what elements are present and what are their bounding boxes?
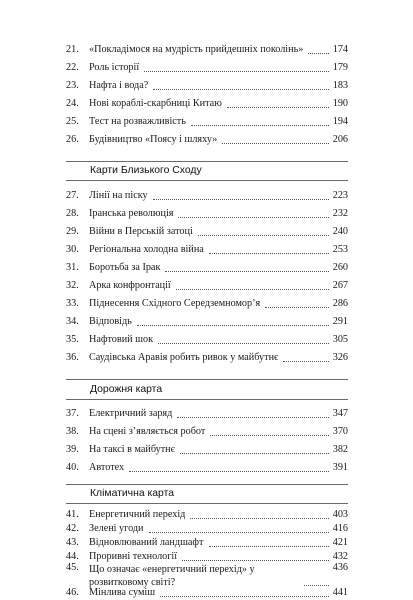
toc-entry-number: 26. xyxy=(66,133,79,145)
toc-entry[interactable] xyxy=(66,331,348,349)
section-divider xyxy=(66,503,348,504)
toc-entry-title: Війни в Перській затоці xyxy=(89,225,193,237)
toc-entry-number: 32. xyxy=(66,279,79,291)
toc-entry[interactable] xyxy=(66,405,348,423)
toc-entry-page: 223 xyxy=(332,189,348,201)
section-divider xyxy=(66,180,348,181)
dot-leader xyxy=(209,253,329,254)
toc-entry[interactable] xyxy=(66,423,348,441)
dot-leader xyxy=(190,518,328,519)
dot-leader xyxy=(178,217,328,218)
toc-entry-number: 33. xyxy=(66,297,79,309)
toc-entry-title: Саудівська Аравія робить ривок у майбутнє xyxy=(89,351,279,363)
toc-entry-number: 37. xyxy=(66,407,79,419)
toc-entry-page: 347 xyxy=(332,407,348,419)
dot-leader xyxy=(180,453,329,454)
dot-leader xyxy=(153,199,329,200)
toc-entry-number: 31. xyxy=(66,261,79,273)
toc-entry[interactable] xyxy=(66,441,348,459)
toc-entry-title: «Покладімося на мудрість прийдешніх поколінь» xyxy=(89,43,304,55)
toc-entry-page: 206 xyxy=(332,133,348,145)
toc-entry-page: 253 xyxy=(332,243,348,255)
toc-entry-title: Проривні технології xyxy=(89,550,178,562)
toc-entry-title: Нафта і вода? xyxy=(89,79,149,91)
toc-entry-page: 326 xyxy=(332,351,348,363)
toc-entry-page: 291 xyxy=(332,315,348,327)
toc-entry-title: Арка конфронтації xyxy=(89,279,171,291)
toc-entry-number: 30. xyxy=(66,243,79,255)
toc-entry-page: 260 xyxy=(332,261,348,273)
toc-entry-number: 22. xyxy=(66,61,79,73)
dot-leader xyxy=(158,343,329,344)
toc-entry-title: Що означає «енергетичний перехід» у розвитковому світі? xyxy=(89,564,255,588)
toc-entry[interactable] xyxy=(66,586,348,600)
toc-entry-page: 194 xyxy=(332,115,348,127)
section-divider xyxy=(66,484,348,485)
toc-entry[interactable] xyxy=(66,277,348,295)
toc-entry-page: 240 xyxy=(332,225,348,237)
section-divider xyxy=(66,399,348,400)
dot-leader xyxy=(149,532,329,533)
toc-entry-title: На сцені з’являється робот xyxy=(89,425,206,437)
toc-entry-number: 24. xyxy=(66,97,79,109)
toc-entry-page: 432 xyxy=(332,550,348,562)
toc-entry-title: Роль історії xyxy=(89,61,140,73)
dot-leader xyxy=(176,289,329,290)
toc-entry-page: 179 xyxy=(332,61,348,73)
toc-entry[interactable] xyxy=(66,550,348,564)
dot-leader xyxy=(129,471,329,472)
toc-entry-number: 39. xyxy=(66,443,79,455)
dot-leader xyxy=(210,435,328,436)
toc-entry-page: 267 xyxy=(332,279,348,291)
toc-entry-title: Відновлюваний ландшафт xyxy=(89,536,204,548)
toc-entry-number: 27. xyxy=(66,189,79,201)
toc-entry-number: 23. xyxy=(66,79,79,91)
dot-leader xyxy=(153,89,328,90)
section-title-middle-east: Карти Близького Сходу xyxy=(90,165,202,176)
toc-entry-title: Тест на розважливість xyxy=(89,115,186,127)
toc-entry-title: На таксі в майбутнє xyxy=(89,443,175,455)
toc-entry-page: 286 xyxy=(332,297,348,309)
toc-entry[interactable] xyxy=(66,59,348,77)
section-divider xyxy=(66,161,348,162)
toc-entry[interactable] xyxy=(66,241,348,259)
toc-entry[interactable] xyxy=(66,95,348,113)
toc-entry-page: 370 xyxy=(332,425,348,437)
toc-entry[interactable] xyxy=(66,113,348,131)
toc-entry-title: Іранська революція xyxy=(89,207,174,219)
toc-entry-title: Лінії на піску xyxy=(89,189,148,201)
toc-entry[interactable] xyxy=(66,223,348,241)
toc-entry-number: 38. xyxy=(66,425,79,437)
toc-entry-number: 34. xyxy=(66,315,79,327)
toc-entry[interactable] xyxy=(66,459,348,477)
toc-entry[interactable] xyxy=(66,295,348,313)
toc-entry-page: 232 xyxy=(332,207,348,219)
toc-entry[interactable] xyxy=(66,313,348,331)
dot-leader xyxy=(144,71,329,72)
dot-leader xyxy=(283,361,328,362)
dot-leader xyxy=(137,325,329,326)
toc-entry-page: 382 xyxy=(332,443,348,455)
toc-entry-title: Мінлива суміш xyxy=(89,586,156,598)
toc-entry[interactable] xyxy=(66,205,348,223)
toc-entry[interactable] xyxy=(66,522,348,536)
toc-entry-page: 421 xyxy=(332,536,348,548)
toc-entry-number: 35. xyxy=(66,333,79,345)
dot-leader xyxy=(160,596,329,597)
toc-entry-title: Зелені угоди xyxy=(89,522,144,534)
toc-entry-number: 42. xyxy=(66,522,79,534)
dot-leader xyxy=(308,53,328,54)
toc-entry[interactable] xyxy=(66,508,348,522)
toc-entry-page: 305 xyxy=(332,333,348,345)
dot-leader xyxy=(177,417,328,418)
toc-entry-page: 403 xyxy=(332,508,348,520)
toc-entry-page: 436 xyxy=(332,562,348,573)
dot-leader xyxy=(191,125,329,126)
toc-entry-title: Енергетичний перехід xyxy=(89,508,186,520)
dot-leader xyxy=(222,143,328,144)
dot-leader xyxy=(227,107,329,108)
toc-entry-title: Регіональна холодна війна xyxy=(89,243,204,255)
toc-entry[interactable] xyxy=(66,77,348,95)
toc-entry-number: 25. xyxy=(66,115,79,127)
toc-entry-title: Піднесення Східного Середземномор’я xyxy=(89,297,261,309)
toc-entry-title: Електричний заряд xyxy=(89,407,173,419)
toc-entry-page: 416 xyxy=(332,522,348,534)
toc-entry-title: Автотех xyxy=(89,461,125,473)
toc-entry-title: Будівництво «Поясу і шляху» xyxy=(89,133,218,145)
toc-entry-number: 40. xyxy=(66,461,79,473)
toc-entry-number: 28. xyxy=(66,207,79,219)
toc-entry-page: 441 xyxy=(332,586,348,598)
toc-entry-page: 174 xyxy=(332,43,348,55)
toc-entry[interactable] xyxy=(66,259,348,277)
toc-entry-page: 391 xyxy=(332,461,348,473)
section-divider xyxy=(66,379,348,380)
dot-leader xyxy=(182,560,329,561)
toc-entry-title: Нафтовий шок xyxy=(89,333,154,345)
toc-entry-title: Відповідь xyxy=(89,315,132,327)
toc-entry-page: 190 xyxy=(332,97,348,109)
toc-entry-title: Нові кораблі-скарбниці Китаю xyxy=(89,97,222,109)
toc-entry-number: 36. xyxy=(66,351,79,363)
toc-entry[interactable] xyxy=(66,536,348,550)
dot-leader xyxy=(209,546,329,547)
toc-entry-page: 183 xyxy=(332,79,348,91)
section-title-climate: Кліматична карта xyxy=(90,488,175,499)
toc-entry-number: 29. xyxy=(66,225,79,237)
toc-entry-number: 21. xyxy=(66,43,79,55)
toc-entry-number: 45. xyxy=(66,562,79,573)
toc-entry-number: 44. xyxy=(66,550,79,562)
dot-leader xyxy=(265,307,329,308)
toc-entry-number: 46. xyxy=(66,586,79,598)
toc-entry-number: 41. xyxy=(66,508,79,520)
toc-entry[interactable] xyxy=(66,41,348,59)
toc-entry[interactable] xyxy=(66,187,348,205)
dot-leader xyxy=(165,271,328,272)
toc-entry-title: Боротьба за Ірак xyxy=(89,261,161,273)
toc-entry[interactable] xyxy=(66,349,348,367)
dot-leader xyxy=(198,235,329,236)
toc-entry[interactable] xyxy=(66,131,348,149)
section-title-road: Дорожня карта xyxy=(90,384,163,395)
toc-entry-number: 43. xyxy=(66,536,79,548)
